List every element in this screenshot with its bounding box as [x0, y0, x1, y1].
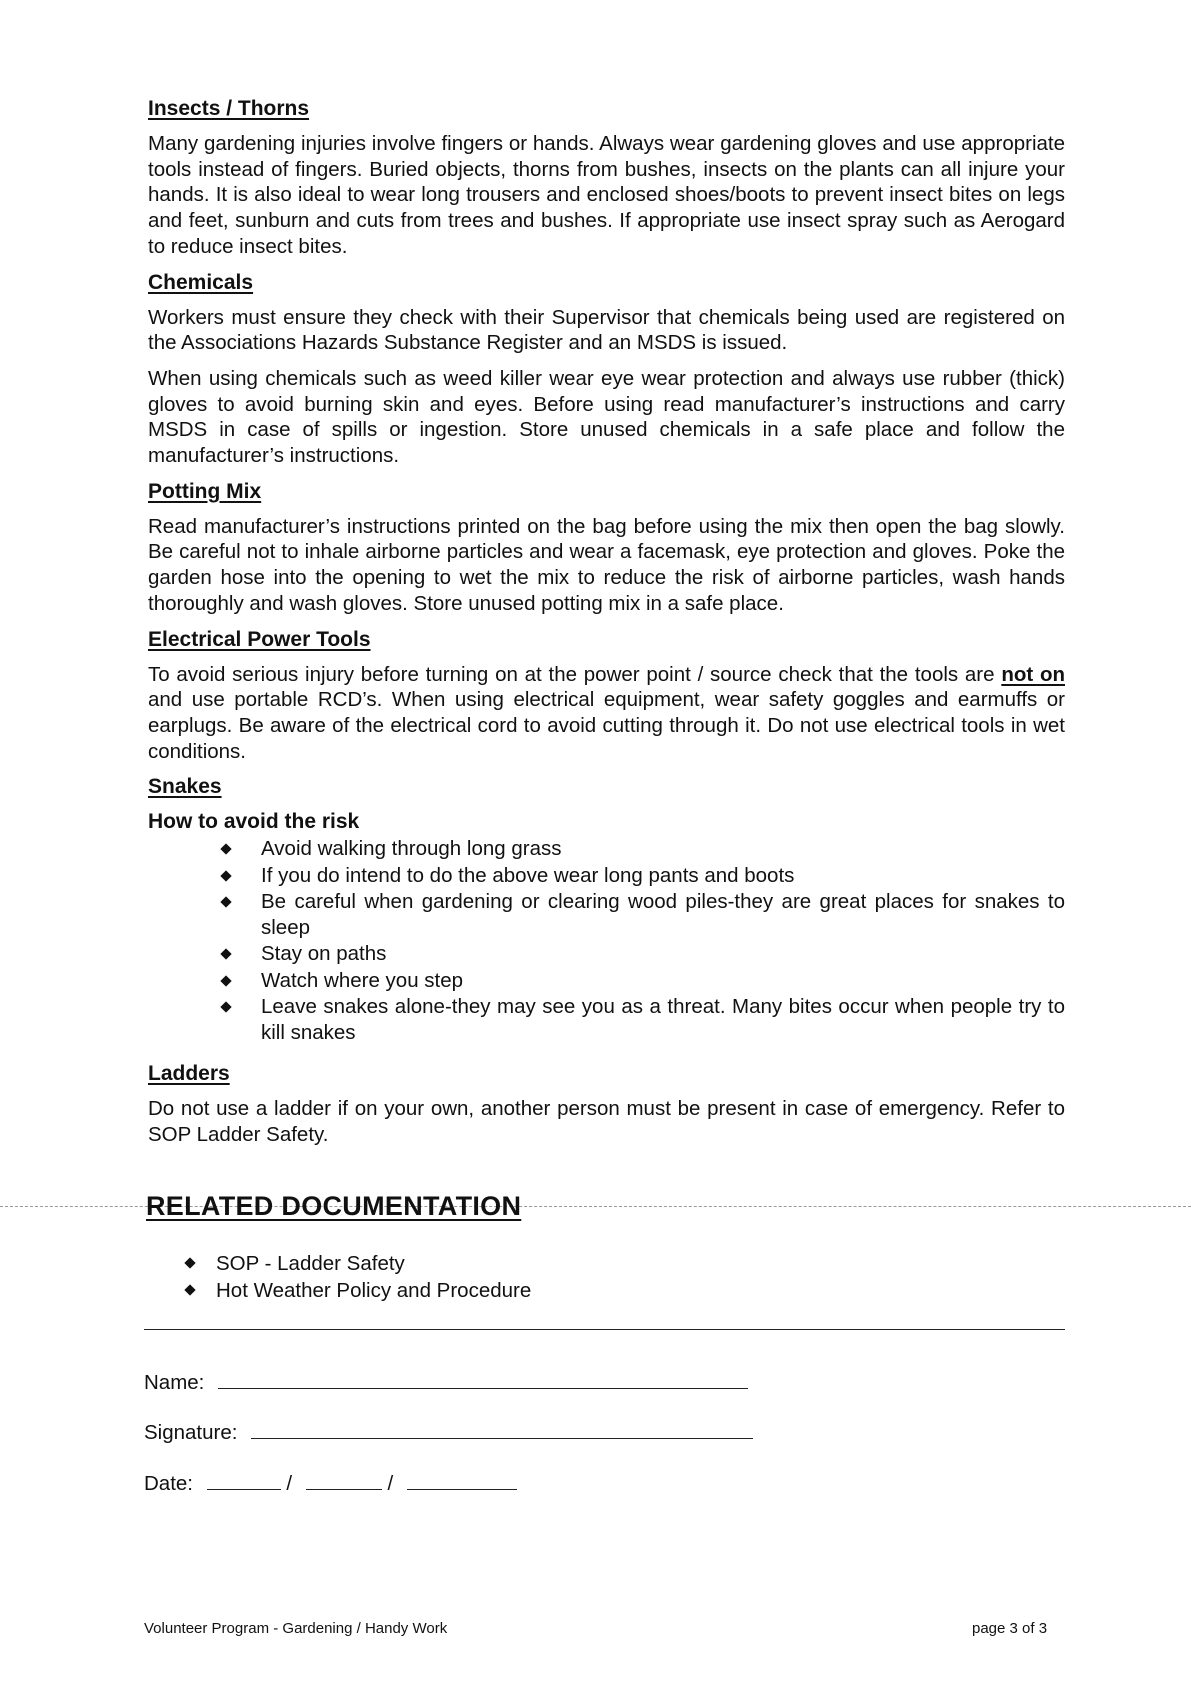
section-subheading: How to avoid the risk	[148, 810, 360, 834]
section-heading: Electrical Power Tools	[148, 627, 371, 651]
section-paragraph	[148, 662, 1065, 765]
footer-page-number: page 3 of 3	[972, 1620, 1048, 1637]
list-item: Hot Weather Policy and Procedure	[184, 1277, 531, 1304]
date-separator: /	[286, 1472, 293, 1495]
date-separator: /	[387, 1472, 394, 1495]
related-documentation-heading: RELATED DOCUMENTATION	[146, 1191, 522, 1221]
section-heading: Potting Mix	[148, 479, 262, 503]
signature-field-row	[144, 1418, 753, 1446]
diamond-bullet-icon	[220, 949, 231, 960]
section-paragraph: Read manufacturer’s instructions printed on the bag before using the mix then open the bag slowly. Be careful not to inhale airborne particles and wear a facemask, eye protection and gloves. Poke the garden hose into the opening to wet the mix to reduce the risk of airborne particles, wash hands thoroughly and wash gloves. Store unused potting mix in a safe place.	[148, 514, 1065, 615]
related-documentation-list	[184, 1250, 531, 1304]
section-paragraph: Do not use a ladder if on your own, another person must be present in case of emergency. Refer to SOP Ladder Safety.	[148, 1097, 1065, 1147]
date-month-field[interactable]	[306, 1469, 382, 1490]
section-heading: Insects / Thorns	[148, 97, 310, 120]
section-insects-thorns	[148, 96, 1065, 260]
list-item: Leave snakes alone-they may see you as a threat. Many bites occur when people try to kill snakes	[220, 994, 1065, 1045]
diamond-bullet-icon	[220, 975, 231, 986]
list-item: Watch where you step	[220, 968, 1065, 994]
diamond-bullet-icon	[220, 870, 231, 881]
date-day-field[interactable]	[207, 1469, 281, 1490]
name-field[interactable]	[218, 1368, 748, 1389]
list-item: Avoid walking through long grass	[220, 836, 1065, 862]
main-content	[148, 96, 1065, 1158]
diamond-bullet-icon	[220, 897, 231, 908]
section-chemicals	[148, 270, 1065, 469]
diamond-bullet-icon	[220, 844, 231, 855]
signature-field[interactable]	[251, 1418, 753, 1439]
emphasis-text: not on	[1001, 662, 1065, 686]
diamond-bullet-icon	[184, 1257, 195, 1268]
list-item: Stay on paths	[220, 941, 1065, 967]
section-paragraph: Workers must ensure they check with their Supervisor that chemicals being used are registered on the Associations Hazards Substance Register and an MSDS is issued.	[148, 305, 1065, 355]
section-electrical-power-tools	[148, 627, 1065, 765]
name-label: Name:	[144, 1371, 205, 1394]
section-snakes	[148, 774, 1065, 1045]
signature-label: Signature:	[144, 1421, 238, 1444]
diamond-bullet-icon	[220, 1002, 231, 1013]
date-label: Date:	[144, 1472, 193, 1495]
section-heading: Chemicals	[148, 270, 254, 294]
list-item: SOP - Ladder Safety	[184, 1250, 531, 1277]
form-divider	[144, 1329, 1065, 1330]
list-item: If you do intend to do the above wear long pants and boots	[220, 863, 1065, 889]
section-ladders	[148, 1061, 1065, 1147]
paragraph-text: and use portable RCD’s. When using electrical equipment, wear safety goggles and earmuffs or earplugs. Be aware of the electrical cord to avoid cutting through it. Do not use electrical tools in wet conditions.	[148, 688, 1065, 763]
list-item: Be careful when gardening or clearing wood piles-they are great places for snakes to sleep	[220, 889, 1065, 940]
name-field-row	[144, 1368, 748, 1396]
section-heading: Ladders	[148, 1062, 230, 1086]
date-year-field[interactable]	[407, 1469, 517, 1490]
section-heading: Snakes	[148, 775, 222, 799]
section-potting-mix	[148, 479, 1065, 617]
section-paragraph: When using chemicals such as weed killer wear eye wear protection and always use rubber (thick) gloves to avoid burning skin and eyes. Before using read manufacturer’s instructions and carry MSDS in case of spills or ingestion. Store unused chemicals in a safe place and follow the manufacturer’s instructions.	[148, 366, 1065, 468]
diamond-bullet-icon	[184, 1284, 195, 1295]
date-field-row	[144, 1469, 517, 1497]
bullet-list	[148, 836, 1065, 1045]
paragraph-text: To avoid serious injury before turning on at the power point / source check that the tools are	[148, 662, 1002, 686]
footer-title: Volunteer Program - Gardening / Handy Work	[144, 1620, 448, 1637]
section-paragraph: Many gardening injuries involve fingers or hands. Always wear gardening gloves and use appropriate tools instead of fingers. Buried objects, thorns from bushes, insects on the plants can all injure your hands. It is also ideal to wear long trousers and enclosed shoes/boots to prevent insect bites on legs and feet, sunburn and cuts from trees and bushes. If appropriate use insect spray such as Aerogard to reduce insect bites.	[148, 132, 1065, 258]
